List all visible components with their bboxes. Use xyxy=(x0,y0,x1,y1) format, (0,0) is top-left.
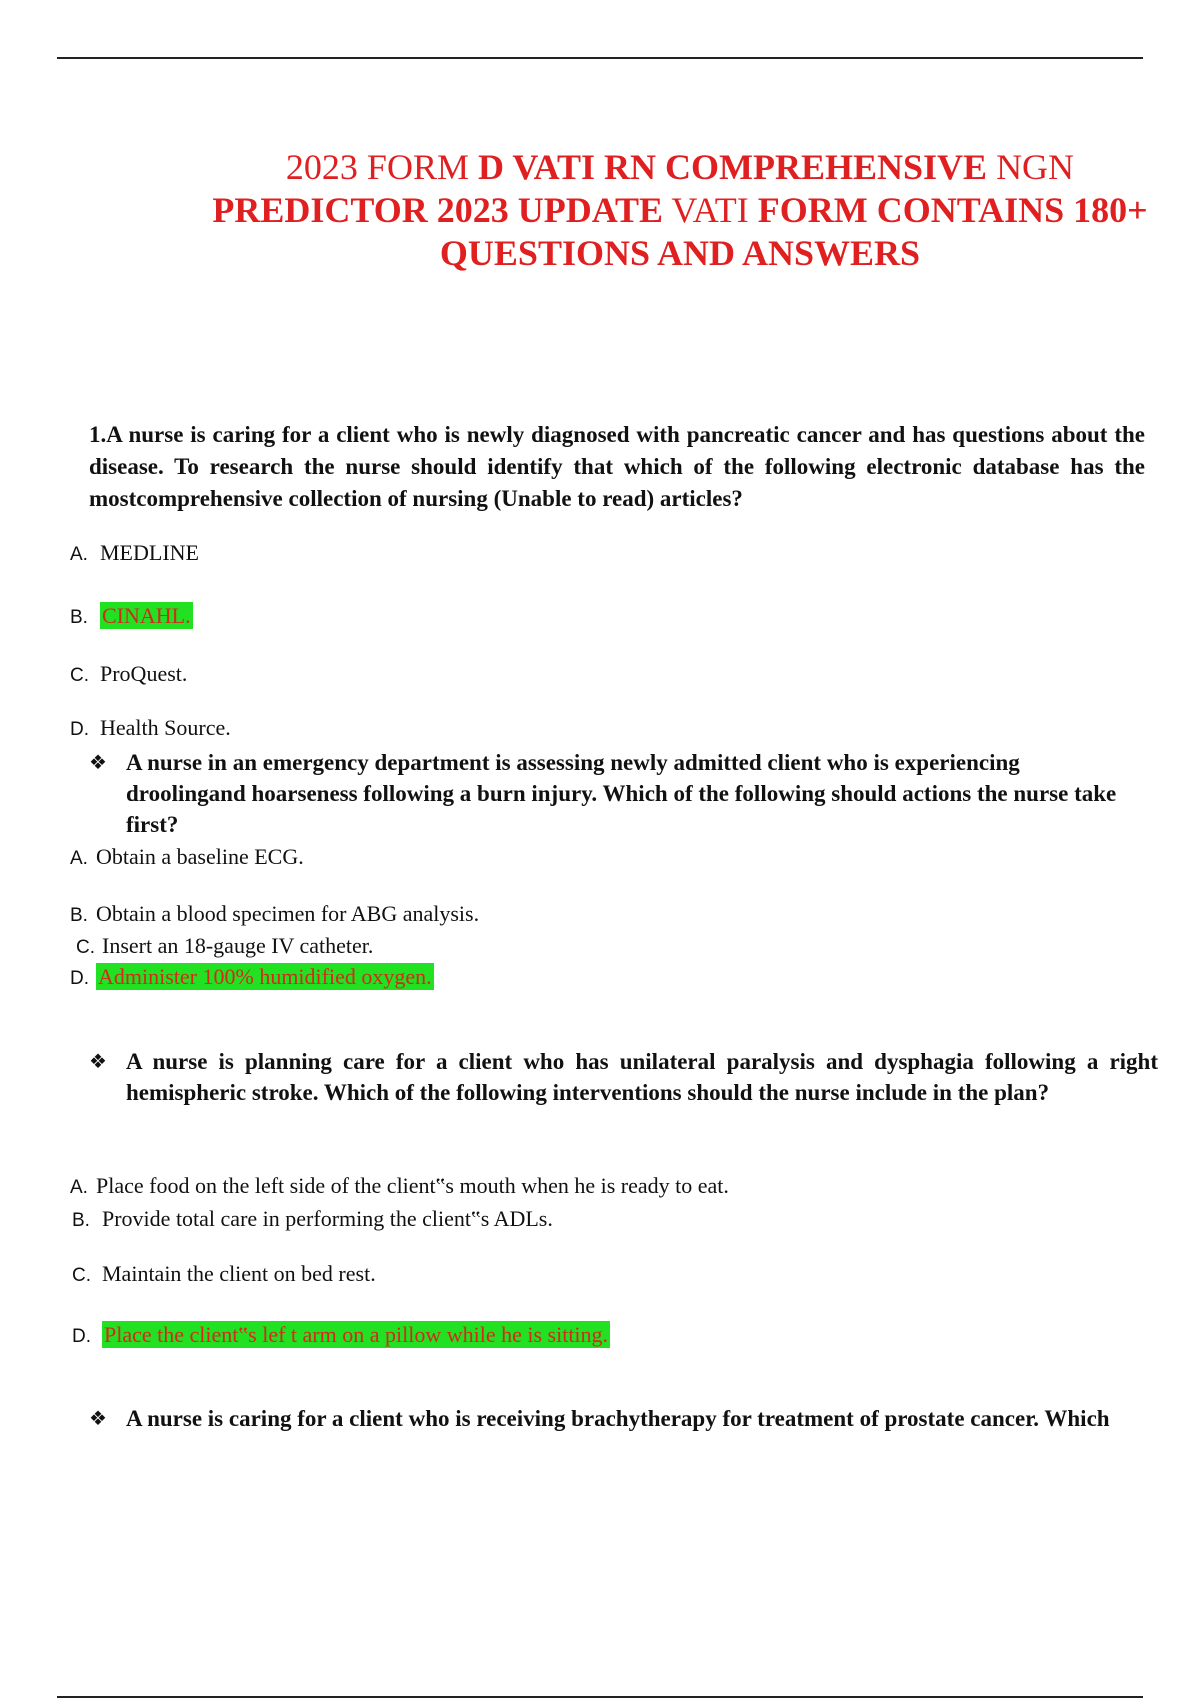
bottom-rule xyxy=(57,1696,1143,1698)
option-text: Obtain a baseline ECG. xyxy=(96,844,304,869)
bullet-icon: ❖ xyxy=(89,1406,107,1430)
title-part-bold: PREDICTOR 2023 UPDATE xyxy=(212,190,664,230)
q1-option-c xyxy=(70,660,187,690)
option-letter: D. xyxy=(70,968,89,989)
q3-option-c xyxy=(72,1260,376,1290)
question-1-text: 1.A nurse is caring for a client who is newly diagnosed with pancreatic cancer and has questions about the disease. To research the nurse should identify that which of the following electronic database has the mostcomprehensive collection of nursing (Unable to read) articles? xyxy=(89,422,1145,511)
option-letter: A. xyxy=(70,1177,88,1198)
option-letter: A. xyxy=(70,544,88,565)
bullet-icon: ❖ xyxy=(89,750,107,774)
option-text: Maintain the client on bed rest. xyxy=(102,1261,376,1286)
title-part: 2023 FORM xyxy=(285,147,478,187)
title-part-bold: FORM CONTAINS 180+ xyxy=(757,190,1148,230)
q2-option-c xyxy=(76,932,373,962)
option-text: Obtain a blood specimen for ABG analysis. xyxy=(96,901,480,926)
q1-option-d xyxy=(70,714,231,744)
q3-option-a xyxy=(70,1172,729,1202)
title-part: VATI xyxy=(663,190,758,230)
question-2 xyxy=(89,747,1169,840)
q1-option-b-correct xyxy=(70,602,193,632)
question-2-text: A nurse in an emergency department is assessing newly admitted client who is experiencing droolingand hoarseness following a burn injury. Which of the following should actions the nurse take first? xyxy=(126,750,1117,837)
option-letter: B. xyxy=(70,607,88,628)
option-letter: C. xyxy=(70,665,89,686)
option-text: ProQuest. xyxy=(100,661,188,686)
bullet-icon: ❖ xyxy=(89,1049,107,1073)
q2-option-a xyxy=(70,843,304,873)
question-3-text: A nurse is planning care for a client who has unilateral paralysis and dysphagia following a right hemispheric stroke. Which of the following interventions should the nurse include in the plan? xyxy=(126,1049,1158,1105)
option-letter: D. xyxy=(70,719,89,740)
option-letter: D. xyxy=(72,1326,91,1347)
option-letter: C. xyxy=(72,1265,91,1286)
title-part: NGN xyxy=(987,147,1075,187)
option-text: Provide total care in performing the client‟s ADLs. xyxy=(102,1206,553,1231)
top-rule xyxy=(57,57,1143,59)
q2-option-d-correct xyxy=(70,963,434,993)
title-line-2 xyxy=(180,189,1180,232)
option-letter: B. xyxy=(70,905,88,926)
highlighted-answer: Place the client‟s lef t arm on a pillow while he is sitting. xyxy=(104,1322,609,1347)
option-letter: C. xyxy=(76,937,95,958)
question-4-text: A nurse is caring for a client who is receiving brachytherapy for treatment of prostate cancer. Which xyxy=(126,1406,1110,1431)
question-4 xyxy=(89,1403,1169,1434)
highlighted-answer: CINAHL. xyxy=(102,603,191,628)
option-text: Insert an 18-gauge IV catheter. xyxy=(102,933,374,958)
option-text: Health Source. xyxy=(100,715,231,740)
option-text: MEDLINE xyxy=(100,540,199,565)
title-line-1 xyxy=(180,146,1180,189)
document-title xyxy=(180,146,1180,275)
option-letter: B. xyxy=(72,1210,90,1231)
option-letter: A. xyxy=(70,848,88,869)
highlighted-answer: Administer 100% humidified oxygen. xyxy=(98,964,432,989)
q1-option-a xyxy=(70,539,199,569)
title-line-3: QUESTIONS AND ANSWERS xyxy=(439,233,921,273)
q3-option-b xyxy=(72,1205,553,1235)
option-text: Place food on the left side of the client‟s mouth when he is ready to eat. xyxy=(96,1173,729,1198)
question-3 xyxy=(89,1046,1169,1108)
title-part-bold: D VATI RN COMPREHENSIVE xyxy=(477,147,988,187)
q3-option-d-correct xyxy=(72,1321,610,1351)
q2-option-b xyxy=(70,900,479,930)
